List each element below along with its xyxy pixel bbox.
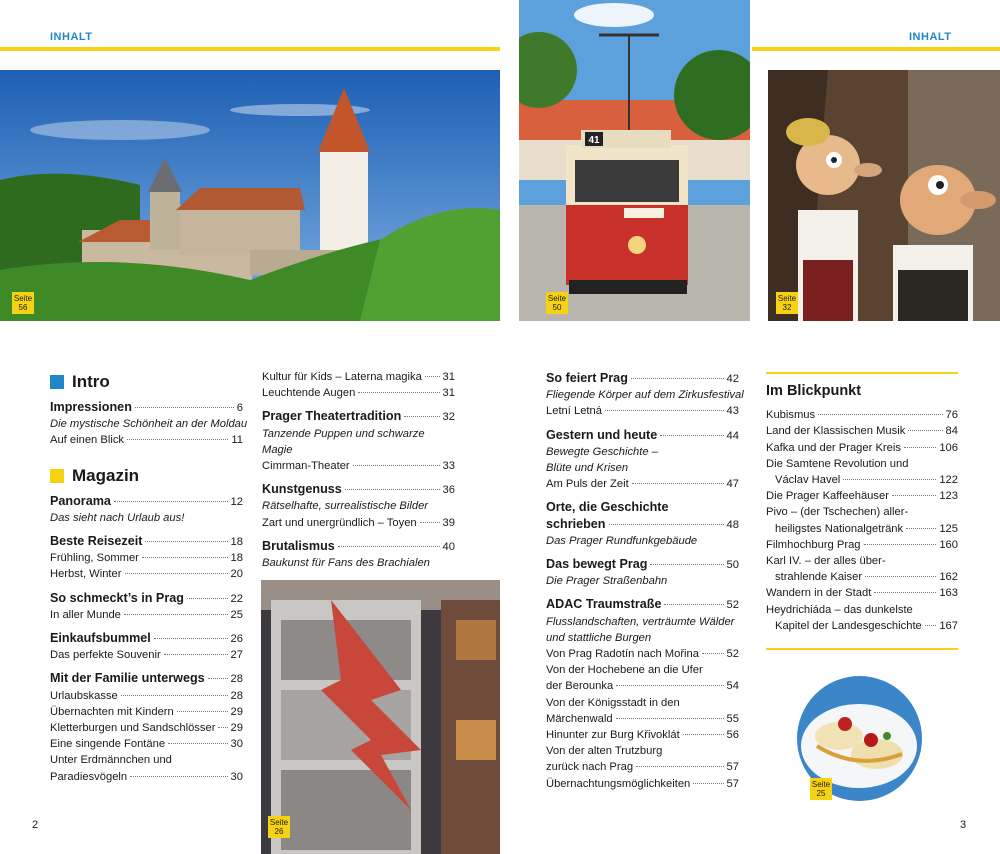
toc-entry[interactable]: [50, 493, 243, 510]
page-number: 76: [945, 409, 958, 422]
dot-leader: [605, 410, 724, 411]
page-number: 11: [231, 434, 243, 447]
entry-title-line: Von der alten Trutzburg: [546, 745, 663, 758]
page-number: 47: [726, 478, 739, 491]
entry-subtitle: Fliegende Körper auf dem Zirkusfestival: [546, 389, 744, 402]
entry-title: Paradiesvögeln: [50, 770, 128, 783]
entry-subtitle: Rätselhafte, surrealistische Bilder: [262, 500, 429, 513]
entry-title: Kletterburgen und Sandschlösser: [50, 722, 216, 735]
entry-title: Beste Reisezeit: [50, 534, 143, 549]
toc-subentry[interactable]: [546, 759, 739, 775]
page-number: 18: [230, 552, 243, 565]
dot-leader: [631, 378, 724, 379]
dot-leader: [353, 465, 440, 466]
dot-leader: [218, 727, 227, 728]
entry-subtitle: Das sieht nach Urlaub aus!: [50, 511, 185, 524]
page-number: 25: [230, 608, 243, 621]
entry-subtitle: Baukunst für Fans des Brachialen: [262, 557, 430, 570]
toc-subentry[interactable]: [50, 607, 243, 623]
dot-leader: [843, 479, 936, 480]
toc-subentry[interactable]: [766, 440, 958, 456]
toc-entry[interactable]: [546, 516, 739, 533]
dot-leader: [164, 654, 228, 655]
entry-title-line: Heydrichiáda – das dunkelste: [766, 603, 913, 616]
badge-label: Seite: [13, 294, 33, 303]
toc-subentry[interactable]: [766, 472, 958, 488]
dot-leader: [650, 564, 723, 565]
entry-subtitle: Die Prager Straßenbahn: [546, 575, 668, 588]
dot-leader: [892, 495, 936, 496]
entry-subtitle: und stattliche Burgen: [546, 631, 652, 644]
dot-leader: [177, 711, 228, 712]
entry-title: Auf einen Blick: [50, 434, 125, 447]
page-number: 36: [442, 484, 455, 497]
section-heading-magazin: [50, 465, 243, 487]
toc-entry[interactable]: [50, 399, 243, 416]
entry-title: strahlende Kaiser: [775, 571, 863, 584]
badge-number: 32: [782, 303, 792, 312]
entry-title: schrieben: [546, 516, 606, 531]
dot-leader: [609, 524, 724, 525]
page-number: 56: [726, 729, 739, 742]
blickpunkt-box: [766, 372, 958, 634]
page-number: 27: [230, 649, 243, 662]
toc-subentry[interactable]: [546, 646, 739, 662]
dot-leader: [154, 638, 228, 639]
toc-entry[interactable]: [546, 427, 739, 444]
toc-subentry[interactable]: [262, 458, 455, 474]
toc-column-1: [50, 371, 248, 785]
toc-entry[interactable]: [50, 533, 243, 550]
section-heading-intro: [50, 371, 243, 393]
page-number: 123: [939, 490, 958, 503]
dot-leader: [616, 718, 724, 719]
entry-subtitle: Bewegte Geschichte –: [546, 445, 658, 458]
dot-leader: [616, 685, 723, 686]
toc-entry[interactable]: [546, 370, 739, 387]
page-number: 162: [939, 571, 958, 584]
page-number: 31: [442, 371, 455, 383]
dot-leader: [145, 541, 227, 542]
castle-photo[interactable]: [0, 70, 500, 321]
badge-label: Seite: [547, 294, 567, 303]
entry-title: Cimrman-Theater: [262, 460, 350, 473]
page-number: 125: [939, 522, 958, 535]
dot-leader: [906, 528, 936, 529]
dot-leader: [636, 766, 723, 767]
dot-leader: [187, 598, 228, 599]
toc-subentry[interactable]: [546, 403, 739, 419]
section-title: Magazin: [72, 465, 140, 485]
entry-title: Übernachten mit Kindern: [50, 705, 174, 718]
dot-leader: [130, 776, 227, 777]
toc-subentry[interactable]: [546, 776, 739, 792]
entry-title: Václav Havel: [775, 474, 841, 487]
entry-title: So feiert Prag: [546, 371, 628, 385]
entry-title: zurück nach Prag: [546, 761, 634, 774]
mall-photo[interactable]: [261, 580, 500, 854]
badge-number: 56: [18, 303, 28, 312]
dot-leader: [925, 625, 937, 626]
page-number: 40: [442, 540, 455, 553]
puppets-photo[interactable]: [768, 70, 1000, 321]
entry-title: Land der Klassischen Musik: [766, 425, 906, 438]
page-number: 43: [726, 405, 739, 418]
dot-leader: [345, 489, 440, 490]
toc-entry[interactable]: [50, 670, 243, 687]
toc-subentry[interactable]: [50, 566, 243, 582]
toc-entry[interactable]: [50, 630, 243, 647]
header-rule-right: [752, 47, 1000, 51]
page-number: 106: [939, 441, 958, 454]
toc-subentry[interactable]: [766, 521, 958, 537]
entry-title-line: Von der Hochebene an die Ufer: [546, 664, 703, 677]
dot-leader: [664, 604, 723, 605]
toc-subentry[interactable]: [766, 423, 958, 439]
entry-title: Panorama: [50, 493, 111, 508]
page-number: 44: [726, 429, 739, 442]
page-badge: [268, 816, 290, 838]
toc-subentry[interactable]: [766, 407, 958, 423]
entry-subtitle: Die mystische Schönheit an der Moldau: [50, 418, 248, 431]
dot-leader: [702, 653, 724, 654]
dot-leader: [135, 407, 234, 408]
page-number: 57: [726, 777, 739, 790]
dot-leader: [338, 546, 440, 547]
toc-entry[interactable]: [546, 556, 739, 573]
dot-leader: [404, 416, 439, 417]
entry-title: Kapitel der Landesgeschichte: [775, 619, 922, 632]
entry-subtitle: Tanzende Puppen und schwarze Magie: [262, 427, 425, 456]
page-number: 33: [442, 460, 455, 473]
toc-subentry[interactable]: [766, 618, 958, 634]
toc-entry[interactable]: [262, 408, 455, 425]
entry-title: Wandern in der Stadt: [766, 587, 872, 600]
entry-title: Urlaubskasse: [50, 689, 118, 702]
dot-leader: [124, 614, 228, 615]
page-number: 167: [939, 619, 958, 632]
page-number: 32: [442, 411, 455, 424]
entry-title: Impressionen: [50, 400, 132, 414]
dot-leader: [420, 522, 440, 523]
dot-leader: [908, 430, 942, 431]
dot-leader: [660, 435, 723, 436]
page-number-right: 3: [960, 819, 967, 831]
toc-subentry[interactable]: [766, 537, 958, 553]
toc-subentry[interactable]: [546, 727, 739, 743]
toc-subentry[interactable]: [262, 369, 455, 385]
dot-leader: [125, 573, 228, 574]
page-number: 50: [726, 559, 739, 572]
dot-leader: [864, 544, 937, 545]
toc-entry[interactable]: [262, 481, 455, 498]
page-number: 122: [939, 474, 958, 487]
dot-leader: [358, 392, 439, 393]
badge-number: 26: [274, 827, 284, 836]
dot-leader: [865, 576, 936, 577]
page-number: 160: [939, 538, 958, 551]
toc-subentry[interactable]: [546, 678, 739, 694]
dot-leader: [818, 414, 942, 415]
page-number: 30: [230, 738, 243, 751]
entry-subtitle: Flusslandschaften, verträumte Wälder: [546, 615, 735, 628]
entry-title: Das bewegt Prag: [546, 557, 648, 572]
page-number: 18: [230, 536, 243, 549]
entry-title-line: Unter Erdmännchen und: [50, 754, 172, 767]
dot-leader: [142, 557, 228, 558]
toc-column-3: [546, 370, 744, 792]
dot-leader: [425, 376, 440, 377]
page-number: 163: [939, 587, 958, 600]
page-number: 20: [230, 568, 243, 581]
page-number: 48: [726, 518, 739, 531]
dot-leader: [127, 439, 228, 440]
entry-title: Prager Theatertradition: [262, 409, 402, 424]
toc-column-2: [262, 369, 455, 571]
dot-leader: [874, 592, 936, 593]
toc-subentry[interactable]: [546, 476, 739, 492]
header-label-right: INHALT: [909, 31, 952, 43]
toc-subentry[interactable]: [50, 647, 243, 663]
dot-leader: [904, 447, 936, 448]
entry-title: Übernachtungsmöglichkeiten: [546, 777, 691, 790]
page-number: 28: [230, 673, 243, 686]
page-number: 29: [230, 705, 243, 718]
toc-entry[interactable]: [50, 432, 243, 448]
entry-subtitle: Blüte und Krisen: [546, 462, 629, 475]
page-number: 12: [230, 495, 243, 508]
intro-square-icon: [50, 375, 64, 389]
entry-title: Märchenwald: [546, 712, 613, 725]
page-badge: [810, 778, 832, 800]
section-title: Intro: [72, 371, 110, 391]
page-number: 6: [236, 402, 243, 414]
entry-title: Letní Letná: [546, 405, 602, 418]
entry-title: Mit der Familie unterwegs: [50, 671, 205, 686]
entry-title: Hinunter zur Burg Křivoklát: [546, 729, 680, 742]
entry-title: Die Prager Kaffeehäuser: [766, 490, 889, 503]
toc-subentry[interactable]: [50, 769, 243, 785]
page-number: 55: [726, 712, 739, 725]
badge-label: Seite: [811, 780, 831, 789]
entry-title-line: Pivo – (der Tschechen) aller-: [766, 506, 909, 519]
page-number: 84: [945, 425, 958, 438]
entry-title-line: Karl IV. – der alles über-: [766, 555, 886, 568]
header-label-left: INHALT: [50, 31, 93, 43]
badge-label: Seite: [269, 818, 289, 827]
entry-title: Kubismus: [766, 409, 816, 422]
toc-subentry[interactable]: [50, 704, 243, 720]
toc-subentry[interactable]: [50, 736, 243, 752]
dot-leader: [683, 734, 724, 735]
page-badge: [546, 292, 568, 314]
tram-photo[interactable]: [519, 0, 750, 321]
page-badge: [776, 292, 798, 314]
entry-title: Zart und unergründlich – Toyen: [262, 516, 417, 529]
page-number-left: 2: [32, 819, 39, 831]
dot-leader: [208, 678, 228, 679]
toc-entry[interactable]: [50, 590, 243, 607]
toc-subentry[interactable]: [262, 515, 455, 531]
toc-entry[interactable]: [546, 596, 739, 613]
page-number: 22: [230, 592, 243, 605]
header-rule-left: [0, 47, 500, 51]
entry-title-line: Von der Königsstadt in den: [546, 696, 680, 709]
toc-subentry[interactable]: [50, 550, 243, 566]
entry-title: der Berounka: [546, 680, 614, 693]
badge-number: 50: [552, 303, 562, 312]
page-number: 54: [726, 680, 739, 693]
toc-subentry[interactable]: [766, 569, 958, 585]
toc-subentry[interactable]: [766, 585, 958, 601]
entry-title: Einkaufsbummel: [50, 631, 151, 646]
page-number: 28: [230, 689, 243, 702]
page-number: 31: [442, 387, 455, 400]
entry-title: Am Puls der Zeit: [546, 478, 629, 491]
entry-title: Leuchtende Augen: [262, 387, 356, 400]
entry-title: So schmeckt’s in Prag: [50, 590, 184, 605]
toc-subentry[interactable]: [50, 720, 243, 736]
page-number: 42: [726, 373, 739, 385]
entry-title: Das perfekte Souvenir: [50, 649, 161, 662]
entry-subtitle: Das Prager Rundfunkgebäude: [546, 534, 698, 547]
dot-leader: [632, 483, 724, 484]
dot-leader: [693, 783, 723, 784]
page-number: 26: [230, 633, 243, 646]
entry-title: heiligstes Nationalgetränk: [775, 522, 904, 535]
blickpunkt-title: Im Blickpunkt: [766, 383, 862, 399]
toc-subentry[interactable]: [262, 385, 455, 401]
dot-leader: [121, 695, 228, 696]
badge-number: 25: [816, 789, 826, 798]
toc-subentry[interactable]: [50, 688, 243, 704]
badge-label: Seite: [777, 294, 797, 303]
entry-title: Von Prag Radotín nach Mořina: [546, 648, 699, 661]
page-number: 30: [230, 770, 243, 783]
dot-leader: [114, 501, 228, 502]
entry-title: ADAC Traumstraße: [546, 597, 662, 612]
magazin-square-icon: [50, 469, 64, 483]
entry-title-line: Die Samtene Revolution und: [766, 457, 909, 470]
page-number: 39: [442, 516, 455, 529]
entry-title: In aller Munde: [50, 608, 121, 621]
dot-leader: [168, 743, 227, 744]
entry-title: Herbst, Winter: [50, 568, 122, 581]
toc-subentry[interactable]: [766, 488, 958, 504]
entry-title: Kunstgenuss: [262, 482, 342, 497]
page-number: 29: [230, 722, 243, 735]
entry-title: Kafka und der Prager Kreis: [766, 441, 901, 454]
entry-title: Filmhochburg Prag: [766, 538, 861, 551]
page-number: 57: [726, 761, 739, 774]
page-number: 52: [726, 599, 739, 612]
blickpunkt-rule-bottom: [766, 648, 958, 650]
entry-title: Brutalismus: [262, 538, 335, 553]
entry-title-line: Orte, die Geschichte: [546, 500, 669, 515]
entry-title: Gestern und heute: [546, 427, 658, 442]
entry-title: Kultur für Kids – Laterna magika: [262, 371, 422, 383]
page-badge: [12, 292, 34, 314]
toc-entry[interactable]: [262, 538, 455, 555]
entry-title: Frühling, Sommer: [50, 552, 139, 565]
tram-number: 41: [588, 135, 600, 146]
toc-subentry[interactable]: [546, 711, 739, 727]
entry-title: Eine singende Fontäne: [50, 738, 166, 751]
page-number: 52: [726, 648, 739, 661]
